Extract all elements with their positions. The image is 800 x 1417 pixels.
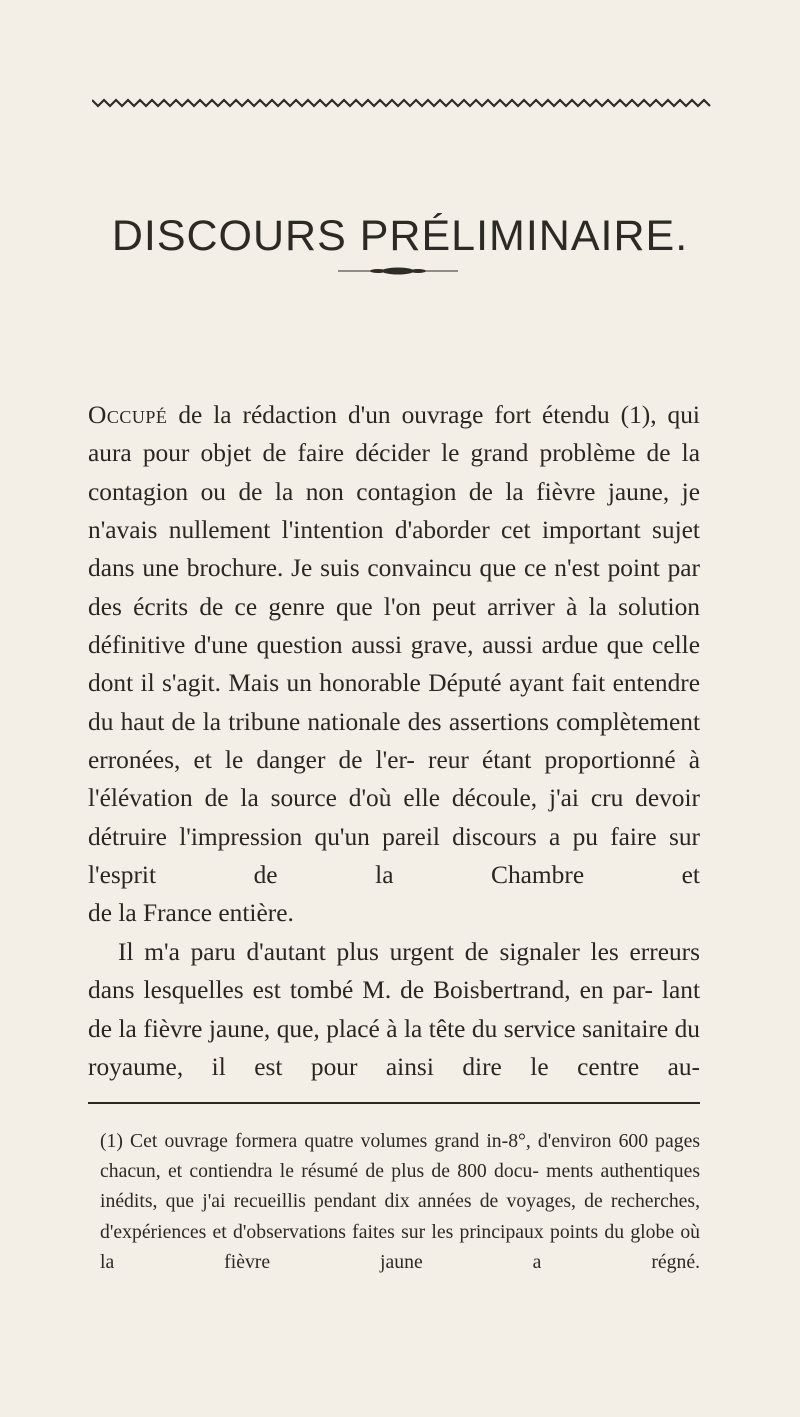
- lead-word: Occupé: [88, 401, 168, 429]
- text-line: sujet dans une brochure. Je suis convaincu que ce n'est: [88, 516, 700, 583]
- text-line: à la solution définitive d'une question aussi grave, aussi: [88, 592, 700, 660]
- text-line: dans lesquelles est tombé M. de Boisbertrand, en par-: [88, 976, 653, 1005]
- footnote-separator: [88, 1102, 700, 1104]
- text-line: ardue que celle dont il s'agit. Mais un honorable Député: [88, 631, 700, 698]
- text-line: qui aura pour objet de faire décider le grand problème: [88, 401, 700, 468]
- footnote-line: (1) Cet ouvrage formera quatre volumes grand in-8°, d'environ: [100, 1130, 612, 1152]
- text-line: assertions complètement erronées, et le danger de l'er-: [88, 707, 701, 775]
- text-line: de la contagion ou de la non contagion de la fièvre jaune,: [88, 439, 700, 506]
- text-line: lant de la fièvre jaune, que, placé à la tête du service: [88, 976, 700, 1043]
- text-line: reur étant proportionné à l'élévation de la source d'où: [88, 746, 700, 813]
- paragraph-2: [88, 933, 700, 1086]
- text-line: elle découle, j'ai cru devoir détruire l'impression qu'un: [88, 784, 701, 851]
- footnote: [100, 1126, 700, 1277]
- text-line: je n'avais nullement l'intention d'aborder cet important: [88, 477, 700, 545]
- top-ornament-border: [92, 96, 712, 108]
- text-line: de la France entière.: [88, 899, 294, 928]
- text-line: ayant fait entendre du haut de la tribune nationale des: [88, 669, 700, 736]
- text-line: point par des écrits de ce genre que l'on peut arriver: [88, 554, 700, 621]
- main-text: [88, 396, 700, 1086]
- footnote-text: [100, 1126, 700, 1277]
- text-line: pareil discours a pu faire sur l'esprit de la Chambre et: [88, 822, 700, 890]
- text-line: de la rédaction d'un ouvrage fort étendu (1),: [167, 401, 657, 429]
- paragraph-1: [88, 396, 700, 933]
- title-ornament-rule: [338, 265, 458, 277]
- footnote-line: ments authentiques inédits, que j'ai recueillis pendant dix années: [100, 1160, 700, 1213]
- footnote-line: de voyages, de recherches, d'expériences et d'observations faites: [100, 1190, 700, 1243]
- text-line: sanitaire du royaume, il est pour ainsi dire le centre au-: [88, 1014, 700, 1081]
- text-line: Il m'a paru d'autant plus urgent de signaler les erreurs: [118, 937, 700, 966]
- footnote-line: sur les principaux points du globe où la fièvre jaune a régné.: [100, 1220, 701, 1273]
- footnote-line: 600 pages chacun, et contiendra le résumé de plus de 800 docu-: [100, 1130, 701, 1183]
- page-title: DISCOURS PRÉLIMINAIRE.: [111, 212, 689, 260]
